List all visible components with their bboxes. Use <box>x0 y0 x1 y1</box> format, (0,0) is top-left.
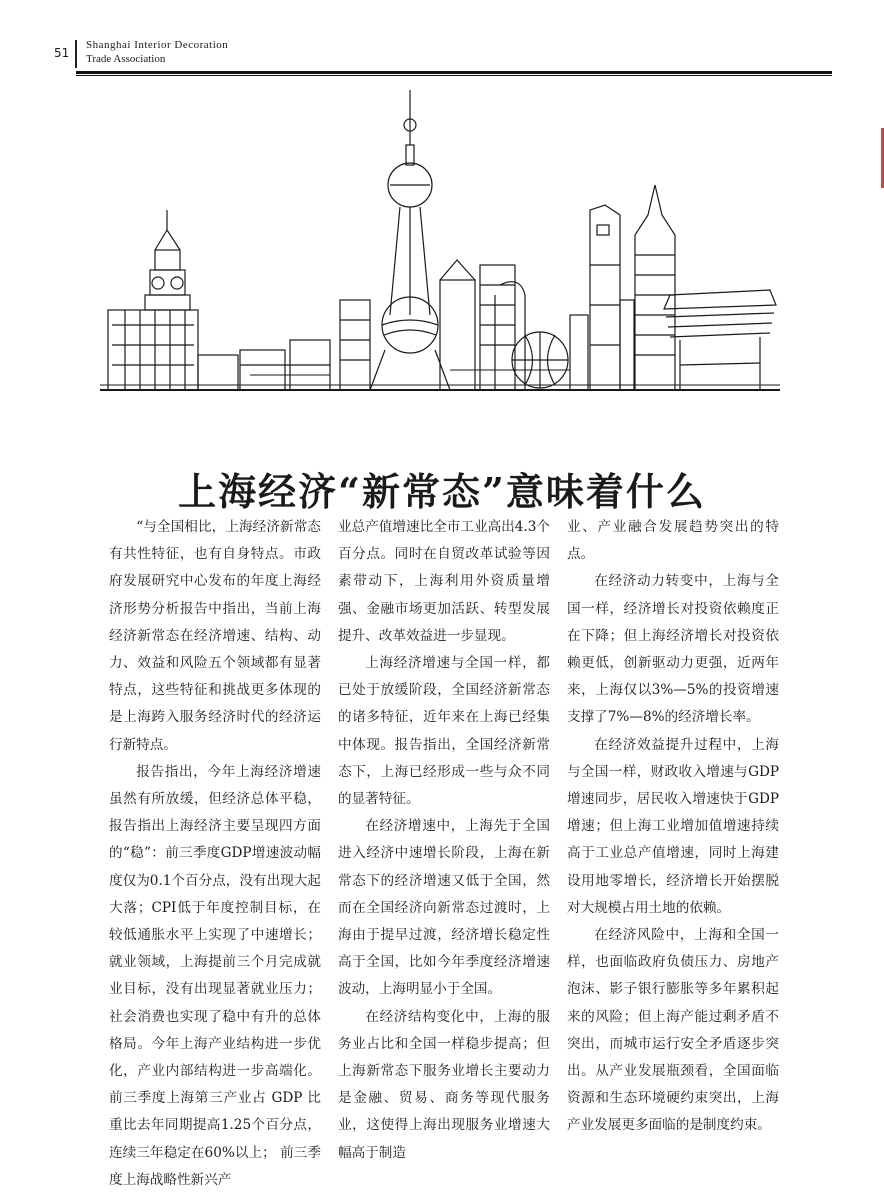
header-rule-thick <box>76 71 832 74</box>
article-column-1 <box>109 514 321 1194</box>
paragraph: 在经济结构变化中，上海的服务业占比和全国一样稳步提高；但上海新常态下服务业增长主要动力是金融、贸易、商务等现代服务业，这使得上海出现服务业增速大幅高于制造 <box>338 1008 550 1161</box>
article-column-3 <box>567 514 779 1140</box>
paragraph: 在经济风险中，上海和全国一样，也面临政府负债压力、房地产泡沫、影子银行膨胀等多年累积起来的风险；但上海产能过剩矛盾不突出，而城市运行安全矛盾逐步突出。从产业发展瓶颈看，全国面临资源和生态环境硬约束突出，上海产业发展更多面临的是制度约束。 <box>567 927 779 1134</box>
paragraph: 上海经济增速与全国一样，都已处于放缓阶段，全国经济新常态的诸多特征，近年来在上海已经集中体现。报告指出，全国经济新常态下，上海已经形成一些与众不同的显著特征。 <box>338 655 550 808</box>
shanghai-skyline-illustration <box>100 85 780 395</box>
header-rule-thin <box>76 75 832 76</box>
paragraph-continued: 业、产业融合发展趋势突出的特点。 <box>567 519 779 563</box>
paragraph: 在经济动力转变中，上海与全国一样，经济增长对投资依赖度正在下降；但上海经济增长对投资依赖更低，创新驱动力更强，近两年来，上海仅以3%—5%的投资增速支撑了7%—8%的经济增长率。 <box>567 573 779 726</box>
page-number: 51 <box>54 46 70 60</box>
low-buildings-left <box>240 340 330 390</box>
association-name-line1: Shanghai Interior Decoration <box>86 39 229 51</box>
oriental-pearl-tower <box>370 90 450 390</box>
article-title: 上海经济“新常态”意味着什么 <box>178 469 706 515</box>
article-column-2 <box>338 514 550 1167</box>
paragraph-continued: 业总产值增速比全市工业高出4.3个百分点。同时在自贸改革试验等因素带动下，上海利用外资质量增强、金融市场更加活跃、转型发展提升、改革效益进一步显现。 <box>338 519 550 644</box>
paragraph: 在经济效益提升过程中，上海与全国一样，财政收入增速与GDP增速同步，居民收入增速快于GDP增速；但上海工业增加值增速持续高于工业总产值增速，同时上海建设用地零增长，经济增长开始摆脱对大规模占用土地的依赖。 <box>567 736 779 916</box>
paragraph: 在经济增速中，上海先于全国进入经济中速增长阶段，上海在新常态下的经济增速又低于全国，然而在全国经济向新常态过渡时，上海由于提早过渡，经济增长稳定性高于全国，比如今年季度经济增速波动，上海明显小于全国。 <box>338 818 550 998</box>
association-name-line2: Trade Association <box>86 53 166 65</box>
supertall-towers <box>570 185 675 390</box>
paragraph: “与全国相比，上海经济新常态有共性特征，也有自身特点。市政府发展研究中心发布的年度上海经济形势分析报告中指出，当前上海经济新常态在经济增速、结构、动力、效益和风险五个领域都有显著特点，这些特征和挑战更多体现的是上海跨入服务经济时代的经济运行新特点。 <box>109 519 321 753</box>
china-pavilion <box>664 290 776 390</box>
conference-sphere <box>512 332 568 388</box>
header-divider <box>75 40 77 68</box>
custom-house-building <box>108 210 238 390</box>
mid-towers <box>340 260 525 390</box>
paragraph: 报告指出，今年上海经济增速虽然有所放缓，但经济总体平稳，报告指出上海经济主要呈现四方面的“稳”：前三季度GDP增速波动幅度仅为0.1个百分点，没有出现大起大落；CPI低于年度控制目标，在较低通胀水平上实现了中速增长；就业领域，上海提前三个月完成就业目标，没有出现显著就业压力；社会消费也实现了稳中有升的总体格局。今年上海产业结构进一步优化，产业内部结构进一步高端化。前三季度上海第三产业占 GDP 比重比去年同期提高1.25个百分点，连续三年稳定在60%以上； 前三季度上海战略性新兴产 <box>109 763 321 1188</box>
page-header <box>46 38 832 78</box>
